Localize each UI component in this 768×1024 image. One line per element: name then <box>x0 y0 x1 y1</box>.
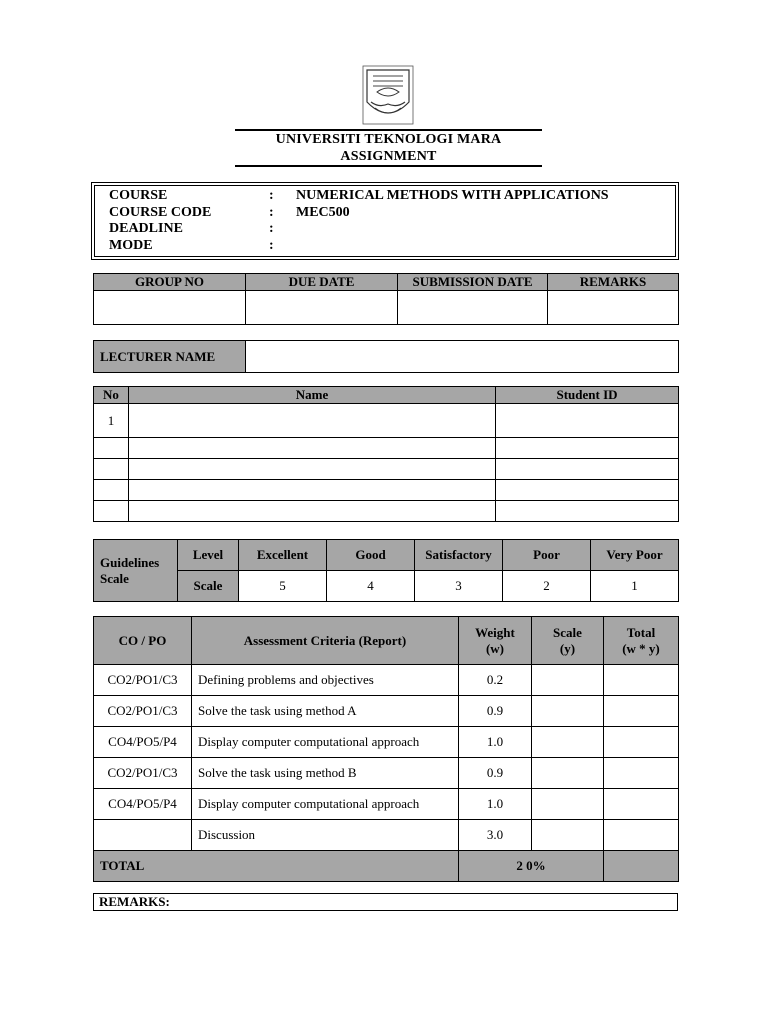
table-row <box>94 501 679 522</box>
total-cell[interactable] <box>604 727 679 758</box>
level-poor: Poor <box>503 540 591 571</box>
deadline-label: DEADLINE <box>109 221 183 236</box>
co-po-cell <box>94 820 192 851</box>
mode-label: MODE <box>109 238 153 253</box>
criteria-cell: Display computer computational approach <box>192 789 459 820</box>
co-po-cell: CO4/PO5/P4 <box>94 727 192 758</box>
criteria-cell: Discussion <box>192 820 459 851</box>
submission-date-header: SUBMISSION DATE <box>398 274 548 291</box>
table-row <box>94 696 679 727</box>
group-no-header: GROUP NO <box>94 274 246 291</box>
table-row <box>94 820 679 851</box>
weight-header <box>459 617 532 665</box>
total-header-line2: (w * y) <box>622 640 660 656</box>
weight-cell: 1.0 <box>459 789 532 820</box>
table-row <box>94 404 679 438</box>
criteria-cell: Display computer computational approach <box>192 727 459 758</box>
table-row <box>94 758 679 789</box>
total-cell[interactable] <box>604 758 679 789</box>
table-row <box>94 459 679 480</box>
co-po-cell: CO2/PO1/C3 <box>94 665 192 696</box>
member-no <box>94 501 129 522</box>
lecturer-name-label: LECTURER NAME <box>94 341 246 373</box>
mode-colon: : <box>269 238 274 253</box>
member-id[interactable] <box>496 438 679 459</box>
member-no <box>94 480 129 501</box>
group-submission-table <box>93 273 679 325</box>
total-row <box>94 851 679 882</box>
scale-label: Scale <box>178 571 239 602</box>
due-date-cell[interactable] <box>246 291 398 325</box>
course-code-value[interactable]: MEC500 <box>296 205 350 220</box>
no-header: No <box>94 387 129 404</box>
total-cell[interactable] <box>604 820 679 851</box>
table-row <box>94 665 679 696</box>
guidelines-scale-title <box>94 540 178 602</box>
weight-header-line2: (w) <box>485 640 505 656</box>
weight-cell: 0.2 <box>459 665 532 696</box>
co-po-cell: CO2/PO1/C3 <box>94 758 192 789</box>
co-po-cell: CO4/PO5/P4 <box>94 789 192 820</box>
remarks-field[interactable] <box>93 893 678 911</box>
table-row <box>94 480 679 501</box>
total-cell[interactable] <box>604 789 679 820</box>
level-excellent: Excellent <box>239 540 327 571</box>
level-satisfactory: Satisfactory <box>415 540 503 571</box>
scale-cell[interactable] <box>532 820 604 851</box>
member-name[interactable] <box>129 501 496 522</box>
remarks-cell[interactable] <box>548 291 679 325</box>
submission-date-cell[interactable] <box>398 291 548 325</box>
member-no <box>94 459 129 480</box>
co-po-cell: CO2/PO1/C3 <box>94 696 192 727</box>
scale-cell[interactable] <box>532 696 604 727</box>
remarks-label: REMARKS: <box>99 894 170 909</box>
weight-header-line1: Weight <box>475 624 515 640</box>
member-name[interactable] <box>129 459 496 480</box>
uitm-crest-icon <box>359 64 417 128</box>
table-row <box>94 727 679 758</box>
scale-value-3: 3 <box>415 571 503 602</box>
course-code-colon: : <box>269 205 274 220</box>
total-cell[interactable] <box>604 665 679 696</box>
table-row <box>94 438 679 459</box>
student-id-header: Student ID <box>496 387 679 404</box>
member-id[interactable] <box>496 404 679 438</box>
criteria-cell: Solve the task using method A <box>192 696 459 727</box>
total-value[interactable] <box>604 851 679 882</box>
scale-header-line1: Scale <box>553 624 582 640</box>
scale-value-2: 2 <box>503 571 591 602</box>
header-bottom-rule <box>235 165 542 167</box>
level-good: Good <box>327 540 415 571</box>
weight-cell: 3.0 <box>459 820 532 851</box>
member-no: 1 <box>94 404 129 438</box>
scale-value-4: 4 <box>327 571 415 602</box>
university-name: UNIVERSITI TEKNOLOGI MARA <box>275 132 502 147</box>
header-top-rule <box>235 129 542 131</box>
member-no <box>94 438 129 459</box>
total-percent: 2 0% <box>459 851 604 882</box>
total-header-line1: Total <box>626 624 656 640</box>
guidelines-title-line1: Guidelines <box>100 554 160 570</box>
guidelines-title-line2: Scale <box>100 570 129 586</box>
scale-header <box>532 617 604 665</box>
weight-cell: 1.0 <box>459 727 532 758</box>
scale-cell[interactable] <box>532 789 604 820</box>
guidelines-scale-table <box>93 539 679 602</box>
co-po-header: CO / PO <box>94 617 192 665</box>
due-date-header: DUE DATE <box>246 274 398 291</box>
member-name[interactable] <box>129 404 496 438</box>
table-row <box>94 789 679 820</box>
member-name[interactable] <box>129 480 496 501</box>
criteria-header: Assessment Criteria (Report) <box>192 617 459 665</box>
course-colon: : <box>269 188 274 203</box>
member-id[interactable] <box>496 480 679 501</box>
lecturer-table <box>93 340 679 373</box>
weight-cell: 0.9 <box>459 696 532 727</box>
total-label: TOTAL <box>94 851 459 882</box>
total-cell[interactable] <box>604 696 679 727</box>
criteria-cell: Defining problems and objectives <box>192 665 459 696</box>
lecturer-name-field[interactable] <box>246 341 679 373</box>
criteria-cell: Solve the task using method B <box>192 758 459 789</box>
scale-cell[interactable] <box>532 727 604 758</box>
group-no-cell[interactable] <box>94 291 246 325</box>
remarks-header: REMARKS <box>548 274 679 291</box>
document-type: ASSIGNMENT <box>340 149 437 164</box>
scale-cell[interactable] <box>532 758 604 789</box>
member-name[interactable] <box>129 438 496 459</box>
deadline-colon: : <box>269 221 274 236</box>
level-very-poor: Very Poor <box>591 540 679 571</box>
members-table <box>93 386 679 522</box>
total-header <box>604 617 679 665</box>
course-code-label: COURSE CODE <box>109 205 212 220</box>
name-header: Name <box>129 387 496 404</box>
member-id[interactable] <box>496 501 679 522</box>
scale-value-1: 1 <box>591 571 679 602</box>
course-value[interactable]: NUMERICAL METHODS WITH APPLICATIONS <box>296 188 609 203</box>
member-id[interactable] <box>496 459 679 480</box>
level-label: Level <box>178 540 239 571</box>
scale-cell[interactable] <box>532 665 604 696</box>
weight-cell: 0.9 <box>459 758 532 789</box>
assessment-criteria-table <box>93 616 679 882</box>
scale-header-line2: (y) <box>559 640 576 656</box>
scale-value-5: 5 <box>239 571 327 602</box>
course-label: COURSE <box>109 188 168 203</box>
